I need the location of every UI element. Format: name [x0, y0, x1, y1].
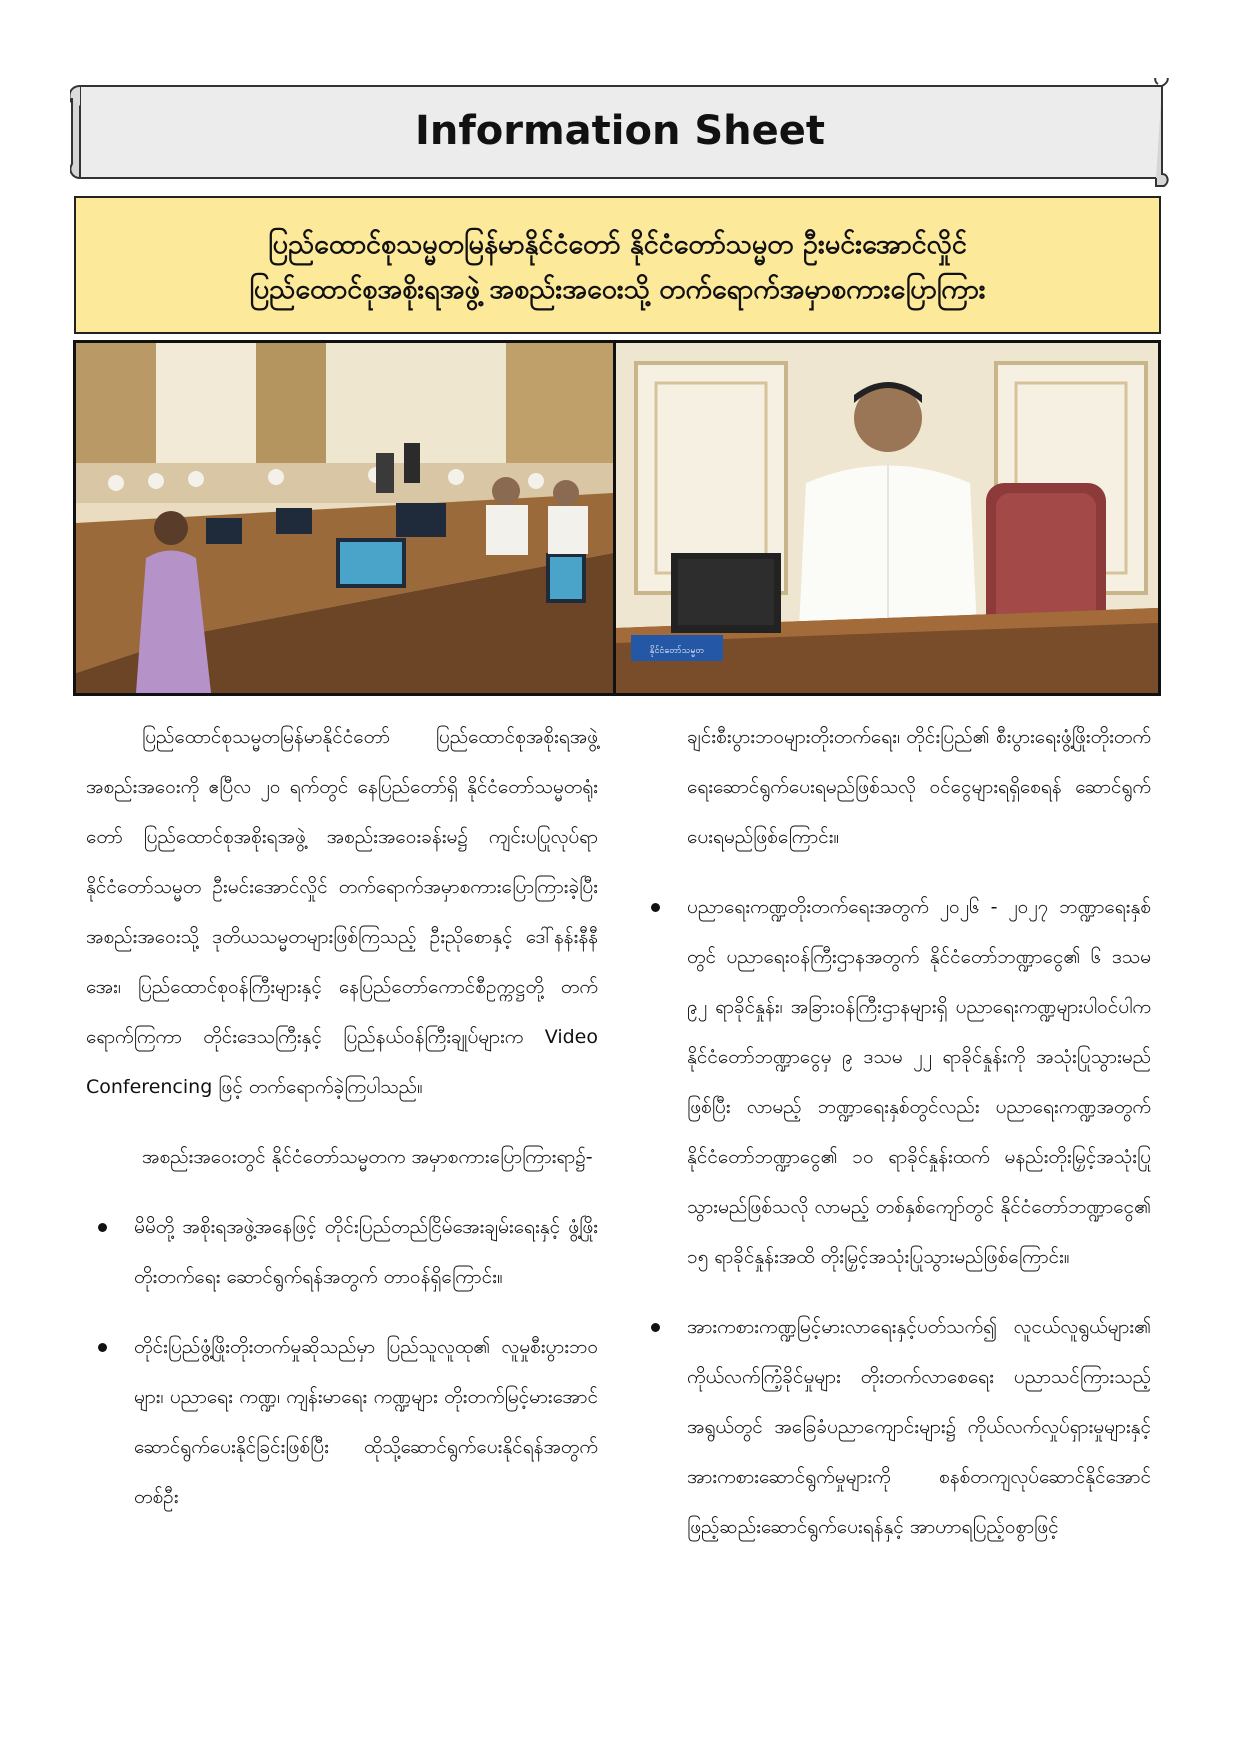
- bullet-text: တိုင်းပြည်ဖွံ့ဖြိုးတိုးတက်မှုဆိုသည်မှာ ပြည်သူလူထု၏ လူမှုစီးပွားဘဝများ၊ ပညာရေး ကဏ္ဍ၊ ကျန်းမာရေး ကဏ္ဍများ တိုးတက်မြင့်မားအောင် ဆောင်ရွက်ပေးနိုင်ခြင်းဖြစ်ပြီး ထိုသို့ဆောင်ရွက်ပေးနိုင်ရန်အတွက် တစ်ဦး: [134, 1336, 598, 1508]
- bullet-dot-icon: [651, 903, 660, 912]
- page-title: Information Sheet: [414, 108, 826, 154]
- bullet-item: [86, 1322, 598, 1522]
- bullet-item: [86, 1202, 598, 1302]
- bullet-text: မိမိတို့ အစိုးရအဖွဲ့အနေဖြင့် တိုင်းပြည်တည်ငြိမ်အေးချမ်းရေးနှင့် ဖွံ့ဖြိုးတိုးတက်ရေး ဆောင်ရွက်ရန်အတွက် တာဝန်ရှိကြောင်း။: [134, 1216, 598, 1288]
- photo-meeting-room: [73, 340, 616, 696]
- continuation-paragraph: ချင်းစီးပွားဘဝများတိုးတက်ရေး၊ တိုင်းပြည်၏ စီးပွားရေးဖွံ့ဖြိုးတိုးတက်ရေးဆောင်ရွက်ပေးရမည်ဖြစ်သလို ဝင်ငွေများရရှိစေရန် ဆောင်ရွက်ပေးရမည်ဖြစ်ကြောင်း။: [687, 726, 1151, 848]
- bullet-item: [639, 1302, 1151, 1552]
- lead-paragraph: အစည်းအဝေးတွင် နိုင်ငံတော်သမ္မတက အမှာစကားပြောကြားရာ၌-: [142, 1146, 593, 1168]
- meeting-room-image: [76, 343, 613, 693]
- headline-box: [74, 196, 1161, 334]
- bullet-text: အားကစားကဏ္ဍမြင့်မားလာရေးနှင့်ပတ်သက်၍ လူငယ်လူရွယ်များ၏ ကိုယ်လက်ကြံ့ခိုင်မှုများ တိုးတက်လာစေရေး ပညာသင်ကြားသည့်အရွယ်တွင် အခြေခံပညာကျောင်းများ၌ ကိုယ်လက်လှုပ်ရှားမှုများနှင့် အားကစားဆောင်ရွက်မှုများကို စနစ်တကျလုပ်ဆောင်နိုင်အောင် ဖြည့်ဆည်းဆောင်ရွက်ပေးရန်နှင့် အာဟာရပြည့်ဝစွာဖြင့်: [687, 1316, 1151, 1538]
- bullet-text: ပညာရေးကဏ္ဍတိုးတက်ရေးအတွက် ၂၀၂၆ - ၂၀၂၇ ဘဏ္ဍာရေးနှစ်တွင် ပညာရေးဝန်ကြီးဌာနအတွက် နိုင်ငံတော်ဘဏ္ဍာငွေ၏ ၆ ဒသမ ၉၂ ရာခိုင်နှုန်း၊ အခြားဝန်ကြီးဌာနများရှိ ပညာရေးကဏ္ဍများပါဝင်ပါက နိုင်ငံတော်ဘဏ္ဍာငွေမှ ၉ ဒသမ ၂၂ ရာခိုင်နှုန်းကို အသုံးပြုသွားမည်ဖြစ်ပြီး လာမည့် ဘဏ္ဍာရေးနှစ်တွင်လည်း ပညာရေးကဏ္ဍအတွက် နိုင်ငံတော်ဘဏ္ဍာငွေ၏ ၁၀ ရာခိုင်နှုန်းထက် မနည်းတိုးမြှင့်အသုံးပြုသွားမည်ဖြစ်သလို လာမည့် တစ်နှစ်ကျော်တွင် နိုင်ငံတော်ဘဏ္ဍာငွေ၏ ၁၅ ရာခိုင်နှုန်းအထိ တိုးမြှင့်အသုံးပြုသွားမည်ဖြစ်ကြောင်း။: [687, 896, 1151, 1268]
- photo-president: [613, 340, 1161, 696]
- title-banner: [70, 78, 1170, 190]
- president-image: [616, 343, 1158, 693]
- bullet-dot-icon: [98, 1223, 107, 1232]
- headline-line-1: ပြည်ထောင်စုသမ္မတမြန်မာနိုင်ငံတော် နိုင်ငံတော်သမ္မတ ဦးမင်းအောင်လှိုင်: [268, 229, 967, 260]
- bullet-dot-icon: [98, 1343, 107, 1352]
- nameplate-label: နိုင်ငံတော်သမ္မတ: [649, 646, 705, 656]
- right-column: [639, 712, 1151, 1572]
- headline-line-2: ပြည်ထောင်စုအစိုးရအဖွဲ့ အစည်းအဝေးသို့ တက်ရောက်အမှာစကားပြောကြား: [249, 274, 986, 305]
- bullet-dot-icon: [651, 1323, 660, 1332]
- left-column: [86, 712, 598, 1542]
- intro-paragraph: ပြည်ထောင်စုသမ္မတမြန်မာနိုင်ငံတော် ပြည်ထောင်စုအစိုးရအဖွဲ့ အစည်းအဝေးကို ဧပြီလ ၂၀ ရက်တွင် နေပြည်တော်ရှိ နိုင်ငံတော်သမ္မတရုံးတော် ပြည်ထောင်စုအစိုးရအဖွဲ့ အစည်းအဝေးခန်းမ၌ ကျင်းပပြုလုပ်ရာ နိုင်ငံတော်သမ္မတ ဦးမင်းအောင်လှိုင် တက်ရောက်အမှာစကားပြောကြားခဲ့ပြီး အစည်းအဝေးသို့ ဒုတိယသမ္မတများဖြစ်ကြသည့် ဦးညိုစောနှင့် ဒေါ်နန်းနီနီအေး၊ ပြည်ထောင်စုဝန်ကြီးများနှင့် နေပြည်တော်ကောင်စီဥက္ကဋ္ဌတို့ တက်ရောက်ကြကာ တိုင်းဒေသကြီးနှင့် ပြည်နယ်ဝန်ကြီးချုပ်များက Video Conferencing ဖြင့် တက်ရောက်ခဲ့ကြပါသည်။: [86, 726, 598, 1098]
- bullet-item: [639, 882, 1151, 1282]
